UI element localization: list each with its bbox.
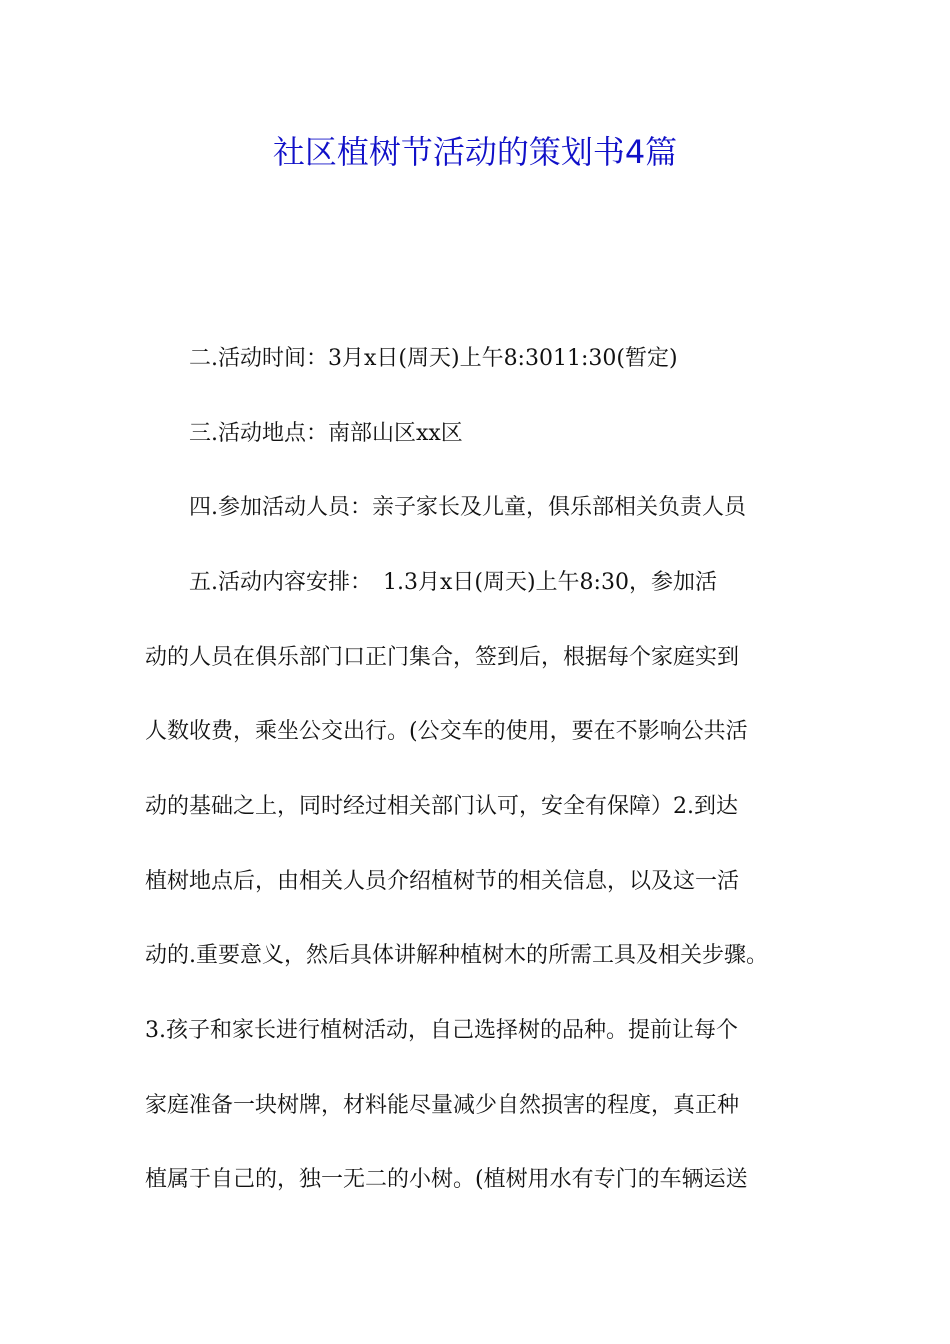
paragraph-line: 五.活动内容安排： 1.3月x日(周天)上午8:30，参加活 bbox=[145, 570, 717, 595]
paragraph-line: 三.活动地点：南部山区xx区 bbox=[145, 421, 463, 446]
paragraph-line: 植属于自己的，独一无二的小树。(植树用水有专门的车辆运送 bbox=[145, 1167, 748, 1192]
paragraph-line: 动的基础之上，同时经过相关部门认可，安全有保障）2.到达 bbox=[145, 794, 738, 819]
document-title: 社区植树节活动的策划书4篇 bbox=[272, 133, 678, 171]
paragraph-line: 四.参加活动人员：亲子家长及儿童，俱乐部相关负责人员 bbox=[145, 495, 746, 520]
paragraph-line: 二.活动时间：3月x日(周天)上午8:3011:30(暂定) bbox=[145, 346, 678, 371]
paragraph-line: 人数收费，乘坐公交出行。(公交车的使用，要在不影响公共活 bbox=[145, 719, 748, 744]
paragraph-line: 家庭准备一块树牌，材料能尽量减少自然损害的程度，真正种 bbox=[145, 1093, 740, 1118]
paragraph-line: 动的.重要意义，然后具体讲解种植树木的所需工具及相关步骤。 bbox=[145, 943, 768, 968]
paragraph-line: 3.孩子和家长进行植树活动，自己选择树的品种。提前让每个 bbox=[145, 1018, 738, 1043]
paragraph-line: 动的人员在俱乐部门口正门集合，签到后，根据每个家庭实到 bbox=[145, 645, 740, 670]
paragraph-line: 植树地点后，由相关人员介绍植树节的相关信息，以及这一活 bbox=[145, 869, 740, 894]
